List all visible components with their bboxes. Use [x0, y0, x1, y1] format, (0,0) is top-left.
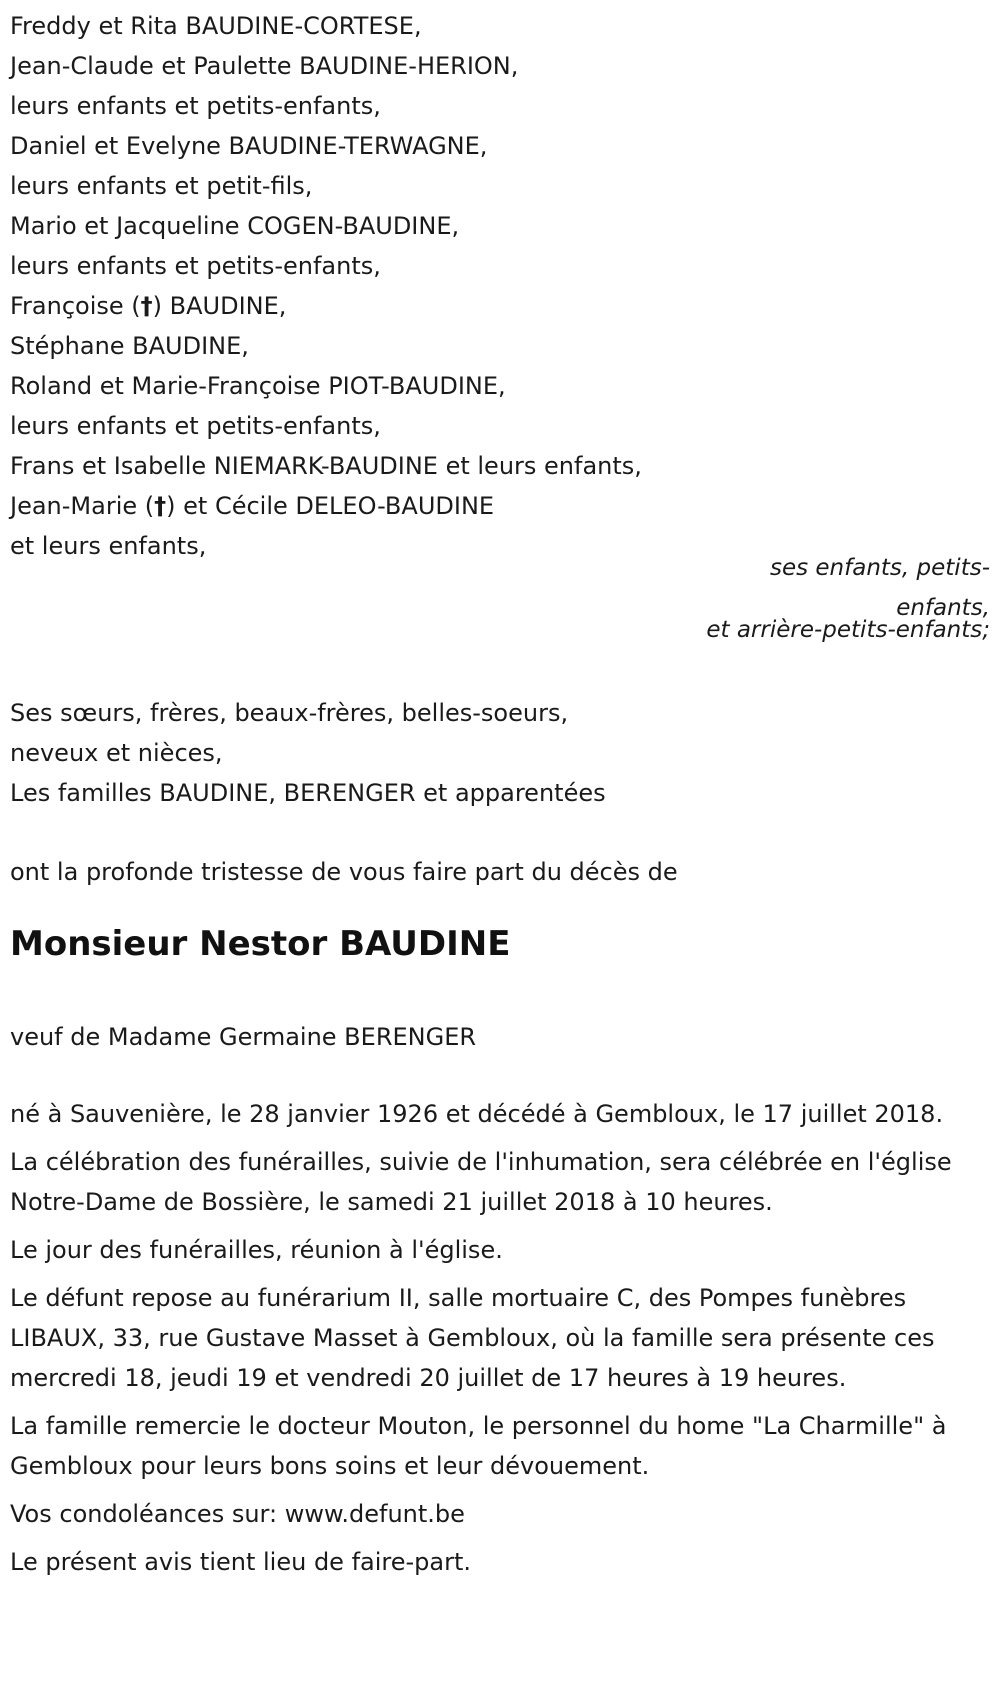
- widow-of: veuf de Madame Germaine BERENGER: [10, 1023, 477, 1051]
- mourner-line: et leurs enfants,: [10, 532, 207, 560]
- notice-info: Le présent avis tient lieu de faire-part.: [10, 1548, 472, 1576]
- extended-family-line: Les familles BAUDINE, BERENGER et apparentées: [10, 779, 606, 807]
- cross-icon: †: [140, 292, 153, 320]
- mourner-name-after: ) et Cécile DELEO-BAUDINE: [166, 492, 495, 520]
- grandchildren-line-a: ses enfants, petits-enfants,: [769, 555, 990, 621]
- extended-family-list: [10, 693, 606, 813]
- mourner-line: leurs enfants et petits-enfants,: [10, 412, 381, 440]
- gathering-info: Le jour des funérailles, réunion à l'église.: [10, 1236, 503, 1264]
- mourner-line: leurs enfants et petits-enfants,: [10, 252, 381, 280]
- thanks-info: La famille remercie le docteur Mouton, le personnel du home "La Charmille" à Gembloux pour leurs bons soins et leur dévouement.: [10, 1412, 947, 1480]
- cross-icon: †: [154, 492, 167, 520]
- birth-death-info: né à Sauvenière, le 28 janvier 1926 et décédé à Gembloux, le 17 juillet 2018.: [10, 1100, 944, 1128]
- mourner-line: Frans et Isabelle NIEMARK-BAUDINE et leurs enfants,: [10, 452, 642, 480]
- deceased-name: Monsieur Nestor BAUDINE: [10, 924, 511, 964]
- mourner-line: leurs enfants et petit-fils,: [10, 172, 313, 200]
- mourner-line: Freddy et Rita BAUDINE-CORTESE,: [10, 12, 422, 40]
- mourner-line: Jean-Claude et Paulette BAUDINE-HERION,: [10, 52, 519, 80]
- extended-family-line: neveux et nièces,: [10, 739, 223, 767]
- details-section: [10, 1094, 990, 1590]
- announcement: ont la profonde tristesse de vous faire part du décès de: [10, 858, 678, 886]
- mourner-line: [10, 486, 970, 526]
- mourner-line: leurs enfants et petits-enfants,: [10, 92, 381, 120]
- mourner-line: Roland et Marie-Françoise PIOT-BAUDINE,: [10, 372, 506, 400]
- mourner-line: Daniel et Evelyne BAUDINE-TERWAGNE,: [10, 132, 488, 160]
- mourner-name-before: Françoise (: [10, 292, 141, 320]
- funeral-ceremony-info: La célébration des funérailles, suivie de l'inhumation, sera célébrée en l'église Notre-Dame de Bossière, le samedi 21 juillet 2018 à 10 heures.: [10, 1148, 952, 1216]
- mourner-line: [10, 286, 970, 326]
- mourner-name-before: Jean-Marie (: [10, 492, 155, 520]
- extended-family-line: Ses sœurs, frères, beaux-frères, belles-soeurs,: [10, 699, 569, 727]
- condolences-info: Vos condoléances sur: www.defunt.be: [10, 1500, 465, 1528]
- mourner-line: Mario et Jacqueline COGEN-BAUDINE,: [10, 212, 460, 240]
- funerarium-info: Le défunt repose au funérarium II, salle mortuaire C, des Pompes funèbres LIBAUX, 33, rue Gustave Masset à Gembloux, où la famille sera présente ces mercredi 18, jeudi 19 et vendredi 20 juillet de 17 heures à 19 heures.: [10, 1284, 935, 1392]
- mourner-line: Stéphane BAUDINE,: [10, 332, 249, 360]
- mourner-name-after: ) BAUDINE,: [152, 292, 287, 320]
- grandchildren-line-b: et arrière-petits-enfants;: [706, 617, 990, 643]
- mourners-list: [10, 6, 970, 566]
